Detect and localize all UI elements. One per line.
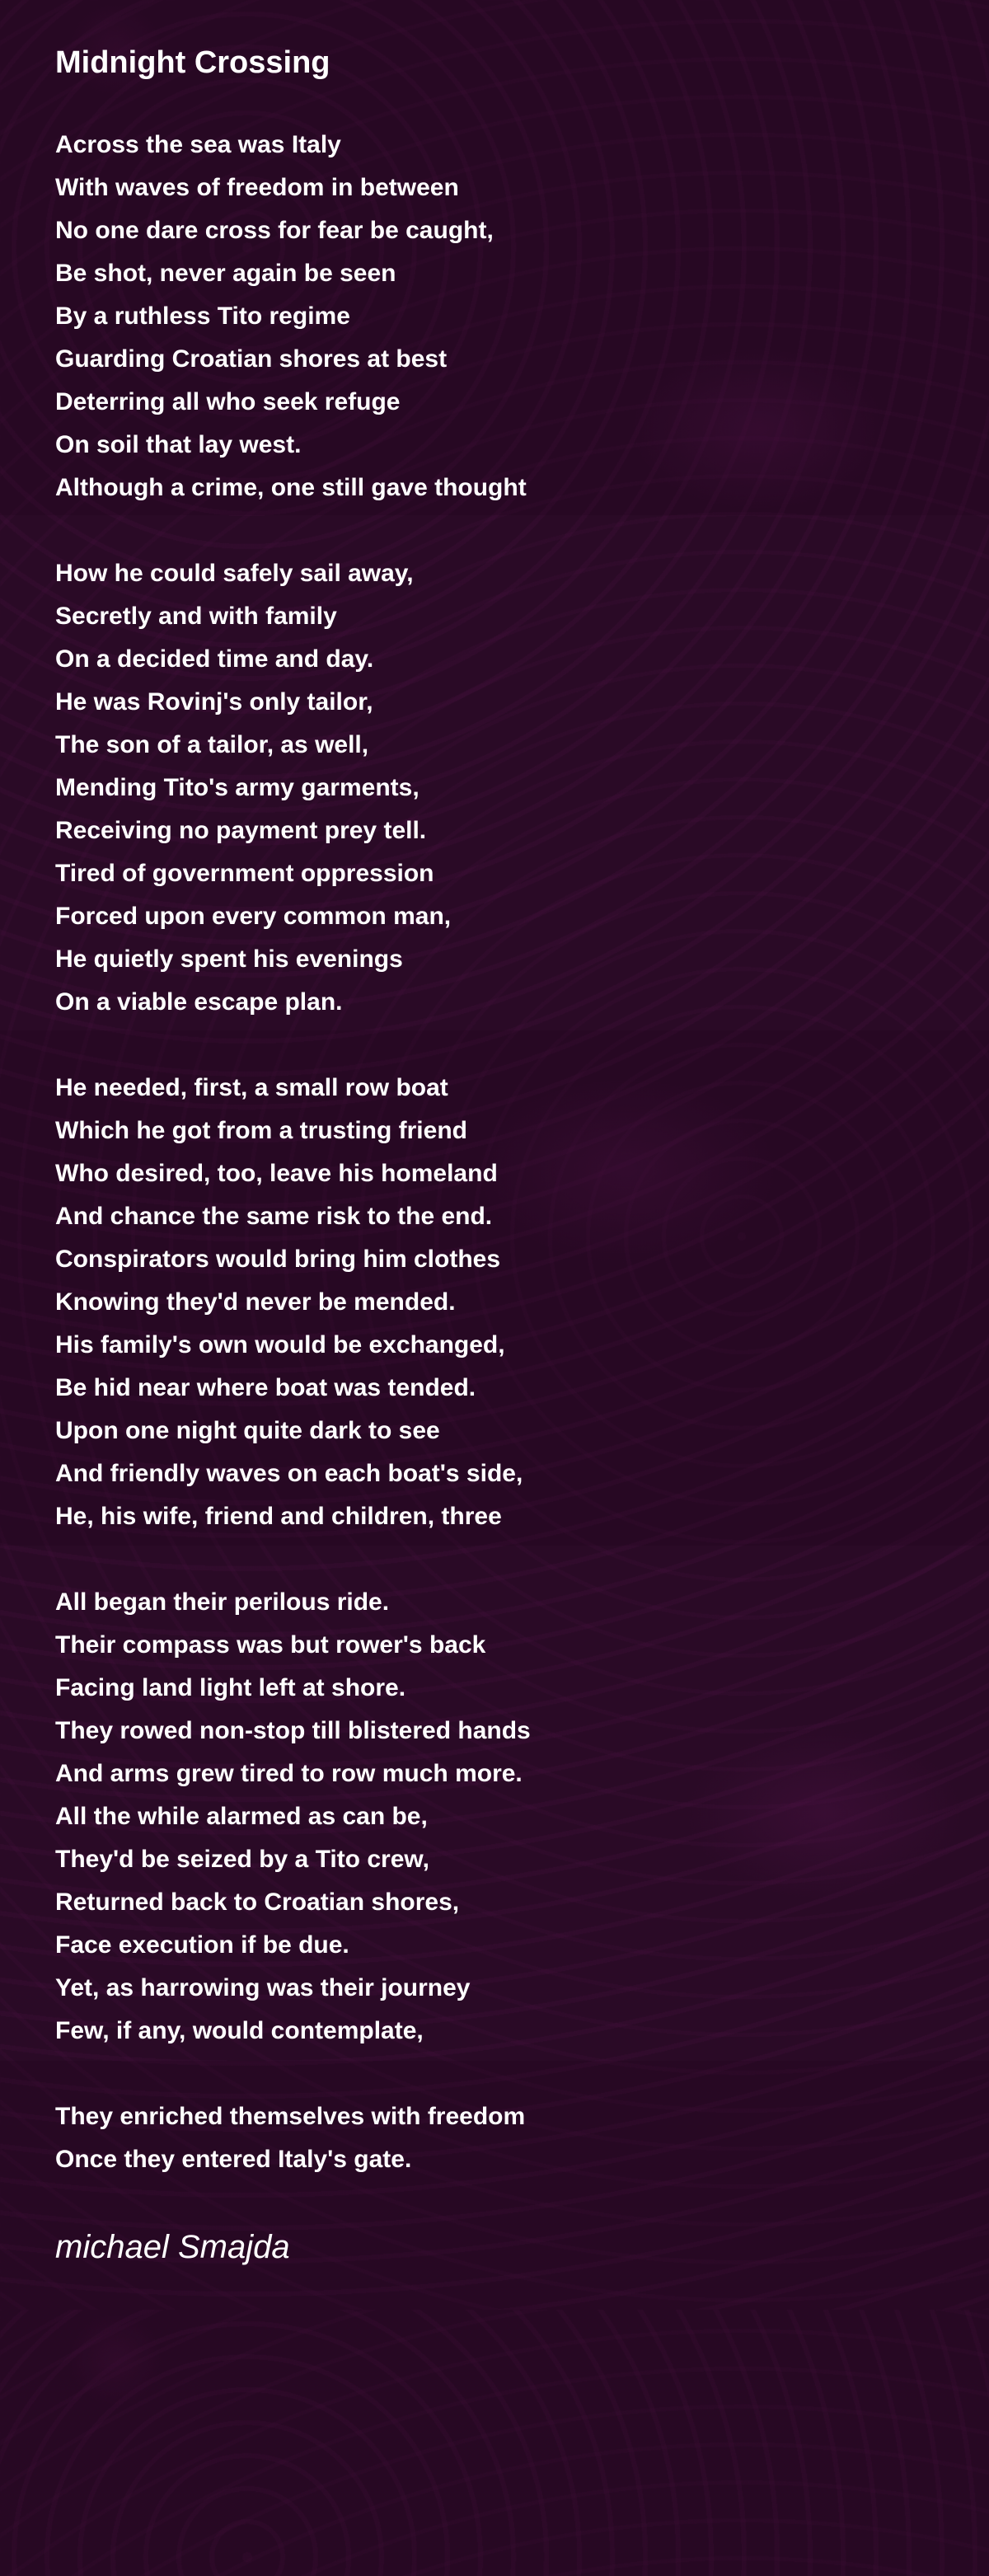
poem-line: Mending Tito's army garments, [55,774,420,801]
poem-line: Yet, as harrowing was their journey [55,1974,471,2001]
poem-title: Midnight Crossing [55,45,330,80]
poem-line: The son of a tailor, as well, [55,731,369,758]
poem-line: Deterring all who seek refuge [55,388,401,415]
poem-line: Few, if any, would contemplate, [55,2017,424,2044]
poem-line: No one dare cross for fear be caught, [55,217,494,244]
poem-line: Which he got from a trusting friend [55,1117,467,1144]
poem-line: All began their perilous ride. [55,1588,390,1616]
poem-line: On a decided time and day. [55,645,374,673]
poem-line: And friendly waves on each boat's side, [55,1460,523,1487]
poem-stanza [55,124,531,509]
poem-line: They'd be seized by a Tito crew, [55,1846,429,1873]
poem-line: By a ruthless Tito regime [55,303,350,330]
poem-line: His family's own would be exchanged, [55,1331,505,1358]
poem-line: And chance the same risk to the end. [55,1203,493,1230]
poem-stanza [55,1581,531,2053]
poem-line: They rowed non-stop till blistered hands [55,1717,531,1744]
poem-line: They enriched themselves with freedom [55,2103,526,2130]
poem-stanza [55,1067,531,1538]
poem-line: He quietly spent his evenings [55,945,403,973]
poem-line: Returned back to Croatian shores, [55,1889,460,1916]
poem-line: Across the sea was Italy [55,131,341,158]
poem-line: Forced upon every common man, [55,903,452,930]
poem-line: How he could safely sail away, [55,560,414,587]
poem-author: michael Smajda [55,2229,290,2265]
poem-line: And arms grew tired to row much more. [55,1760,523,1787]
poem-line: He was Rovinj's only tailor, [55,688,373,716]
poem-line: Their compass was but rower's back [55,1631,486,1659]
poem-line: Conspirators would bring him clothes [55,1246,501,1273]
poem-line: On soil that lay west. [55,431,302,458]
poem-stanza [55,2095,531,2181]
poem-line: On a viable escape plan. [55,988,343,1016]
poem-line: Be hid near where boat was tended. [55,1374,476,1401]
poem-stanza [55,552,531,1024]
poem-line: He, his wife, friend and children, three [55,1503,502,1530]
poem-line: With waves of freedom in between [55,174,459,201]
poem-line: All the while alarmed as can be, [55,1803,428,1830]
poem-line: Facing land light left at shore. [55,1674,406,1701]
poem-line: Face execution if be due. [55,1931,349,1959]
poem-line: Guarding Croatian shores at best [55,345,448,373]
poem-body [55,124,531,2224]
poem-line: Once they entered Italy's gate. [55,2146,412,2173]
poem-line: Receiving no payment prey tell. [55,817,427,844]
poem-line: Secretly and with family [55,603,337,630]
poem-line: Be shot, never again be seen [55,260,396,287]
poem-line: Tired of government oppression [55,860,434,887]
poem-line: Upon one night quite dark to see [55,1417,440,1444]
poem-line: Knowing they'd never be mended. [55,1288,456,1316]
poem-line: Who desired, too, leave his homeland [55,1160,498,1187]
poem-line: Although a crime, one still gave thought [55,474,527,501]
poem-line: He needed, first, a small row boat [55,1074,448,1101]
